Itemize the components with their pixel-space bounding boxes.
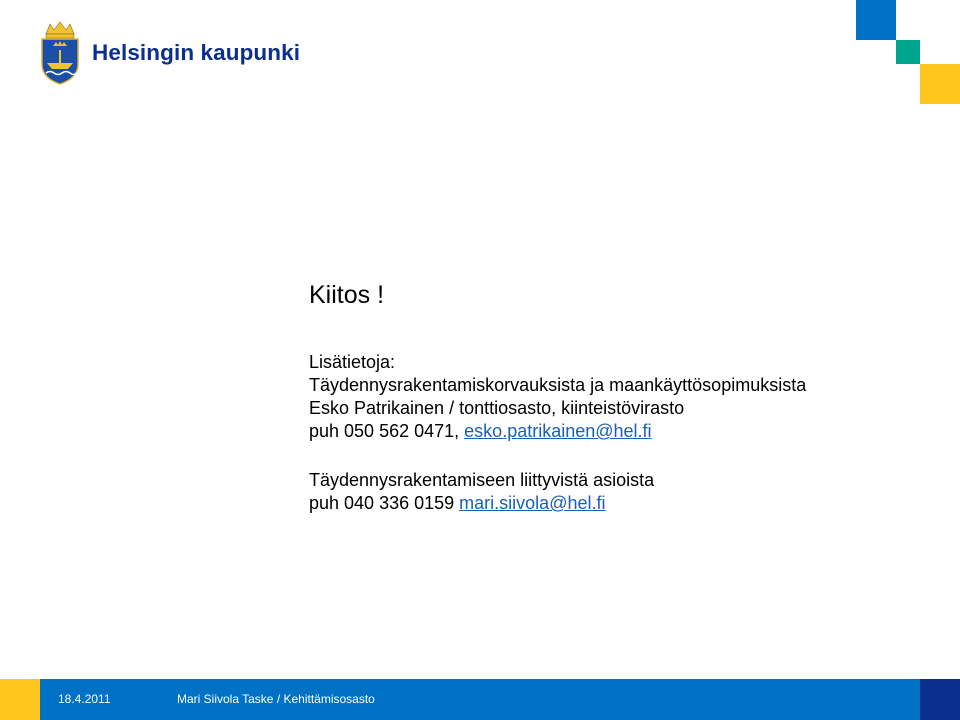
helsinki-crest-icon: [38, 20, 82, 86]
footer-author: Mari Siivola Taske / Kehittämisosasto: [177, 692, 375, 706]
city-logo: [38, 20, 300, 86]
topic-1: Täydennysrakentamiskorvauksista ja maankäyttösopimuksista: [309, 375, 807, 395]
org-name: Helsingin kaupunki: [92, 40, 301, 65]
decor-square-teal: [896, 40, 920, 64]
decor-square-blue: [856, 0, 896, 40]
slide-content: [309, 280, 806, 515]
spacer: [309, 443, 806, 469]
phone-1: puh 050 562 0471,: [309, 421, 460, 441]
footer-date: 18.4.2011: [58, 692, 111, 706]
contact-1-phone-line: [309, 420, 806, 443]
more-info-label: Lisätietoja:: [309, 352, 396, 372]
footer-bar: [0, 679, 960, 720]
footer-yellow-block: [0, 679, 40, 720]
contact-1: Esko Patrikainen / tonttiosasto, kiinteistövirasto: [309, 398, 685, 418]
footer-navy-block: [920, 679, 960, 720]
contact-2-phone-line: [309, 492, 806, 515]
slide-title: Kiitos !: [309, 281, 385, 309]
email-link-2[interactable]: mari.siivola@hel.fi: [459, 493, 606, 513]
email-link-1[interactable]: esko.patrikainen@hel.fi: [464, 421, 652, 441]
topic-2: Täydennysrakentamiseen liittyvistä asioista: [309, 470, 655, 490]
decor-square-yellow: [920, 64, 960, 104]
phone-2: puh 040 336 0159: [309, 493, 455, 513]
